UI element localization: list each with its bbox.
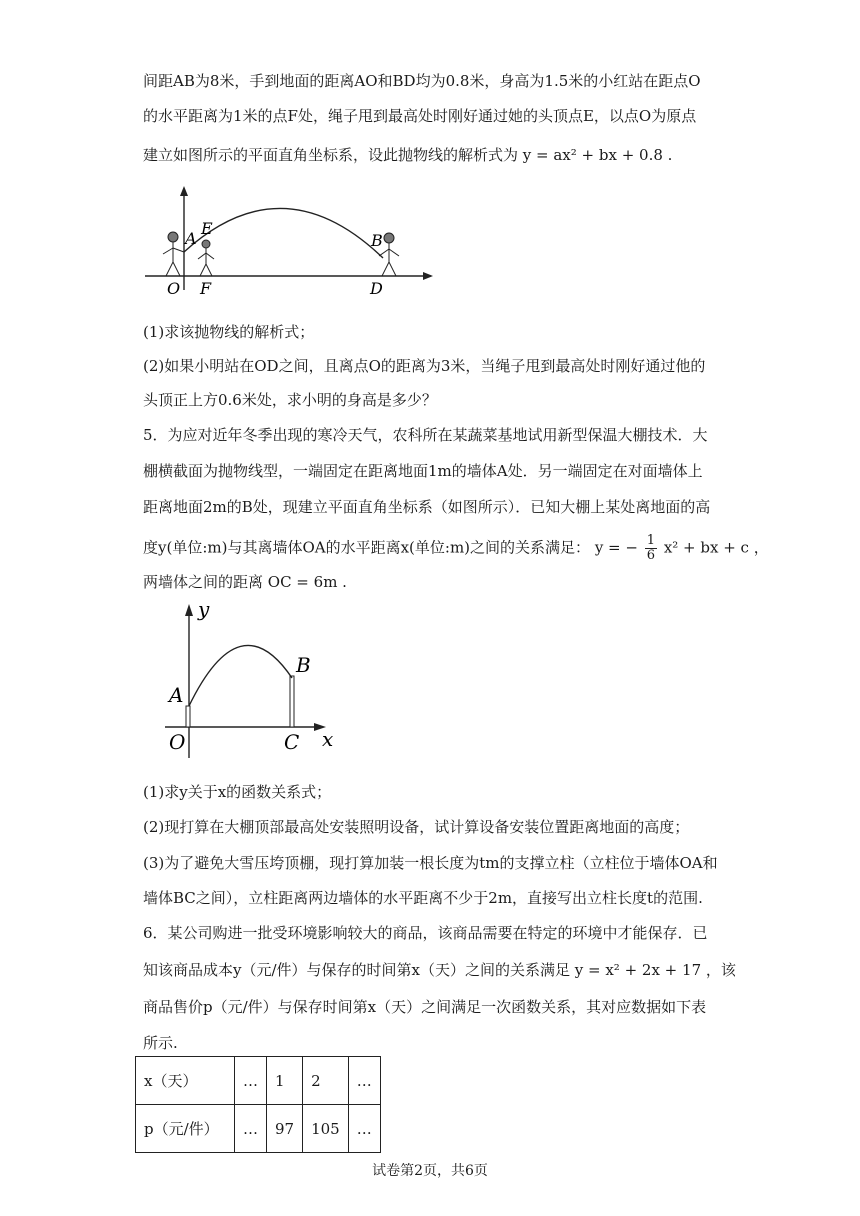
table-cell: … <box>348 1105 380 1153</box>
q5-sub3-line-2: 墙体BC之间），立柱距离两边墙体的水平距离不少于2m，直接写出立柱长度t的范围. <box>143 889 703 907</box>
q4-text-line-1: 间距AB为8米，手到地面的距离AO和BD均为0.8米，身高为1.5米的小红站在距点O <box>143 72 701 90</box>
q5-text-line-1: 5．为应对近年冬季出现的寒冷天气，农科所在某蔬菜基地试用新型保温大棚技术．大 <box>143 426 708 444</box>
label-B: B <box>296 653 311 677</box>
table-row <box>136 1057 381 1105</box>
label-A: A <box>169 683 184 707</box>
q5-relation-text: 度y(单位:m)与其离墙体OA的水平距离x(单位:m)之间的关系满足： <box>143 538 591 557</box>
table-cell: 105 <box>303 1105 349 1153</box>
table-cell: … <box>235 1057 267 1105</box>
q5-formula-fraction <box>645 534 657 563</box>
label-x: x <box>322 727 334 751</box>
label-C: C <box>284 730 300 754</box>
q4-text-line-2: 的水平距离为1米的点F处，绳子甩到最高处时刚好通过她的头顶点E，以点O为原点 <box>143 107 697 125</box>
q5-text-line-5: 两墙体之间的距离 OC = 6m . <box>143 573 347 591</box>
q5-sub3-line-1: (3)为了避免大雪压垮顶棚，现打算加装一根长度为tm的支撑立柱（立柱位于墙体OA和 <box>143 854 718 872</box>
q4-sub2-line-1: (2)如果小明站在OD之间，且离点O的距离为3米，当绳子甩到最高处时刚好通过他的 <box>143 357 706 375</box>
label-O: O <box>167 279 181 298</box>
q5-text-line-2: 棚横截面为抛物线型，一端固定在距离地面1m的墙体A处．另一端固定在对面墙体上 <box>143 462 703 480</box>
q6-text-line-2: 知该商品成本y（元/件）与保存的时间第x（天）之间的关系满足 y = x² + 2x + 17 ，该 <box>143 961 736 979</box>
label-A: A <box>185 229 197 248</box>
q5-text-line-3: 距离地面2m的B处，现建立平面直角坐标系（如图所示）．已知大棚上某处离地面的高 <box>143 498 711 516</box>
table-cell: 1 <box>267 1057 303 1105</box>
q4-sub1: (1)求该抛物线的解析式； <box>143 323 315 341</box>
q5-formula-suffix: x² + bx + c ， <box>663 538 769 557</box>
q6-text-line-1: 6．某公司购进一批受环境影响较大的商品，该商品需要在特定的环境中才能保存．已 <box>143 924 708 942</box>
page-footer: 试卷第2页，共6页 <box>372 1163 488 1179</box>
q4-sub2-line-2: 头顶正上方0.6米处，求小明的身高是多少？ <box>143 391 437 409</box>
q5-text-line-4 <box>143 534 769 564</box>
table-cell: … <box>235 1105 267 1153</box>
q6-text-line-3: 商品售价p（元/件）与保存时间第x（天）之间满足一次函数关系，其对应数据如下表 <box>143 998 707 1016</box>
label-E: E <box>201 219 213 238</box>
table-cell: x（天） <box>136 1057 235 1105</box>
table-row <box>136 1105 381 1153</box>
table-cell: p（元/件） <box>136 1105 235 1153</box>
q5-formula-prefix: y = − <box>594 538 638 557</box>
table-cell: 97 <box>267 1105 303 1153</box>
greenhouse-figure <box>160 598 360 768</box>
fraction-numerator: 1 <box>646 533 656 548</box>
label-D: D <box>370 279 383 298</box>
label-B: B <box>371 231 383 250</box>
price-table <box>135 1056 381 1153</box>
rope-figure <box>143 180 443 298</box>
table-cell: 2 <box>303 1057 349 1105</box>
q4-text-line-3: 建立如图所示的平面直角坐标系，设此抛物线的解析式为 y = ax² + bx + 0.8 . <box>143 146 673 164</box>
table-cell: … <box>348 1057 380 1105</box>
label-y: y <box>198 598 210 621</box>
q5-sub1: (1)求y关于x的函数关系式； <box>143 783 332 801</box>
q5-sub2: (2)现打算在大棚顶部最高处安装照明设备，试计算设备安装位置距离地面的高度； <box>143 818 690 836</box>
label-F: F <box>200 279 212 298</box>
fraction-denominator: 6 <box>646 548 656 563</box>
label-O: O <box>169 730 186 754</box>
q6-text-line-4: 所示. <box>143 1034 178 1052</box>
